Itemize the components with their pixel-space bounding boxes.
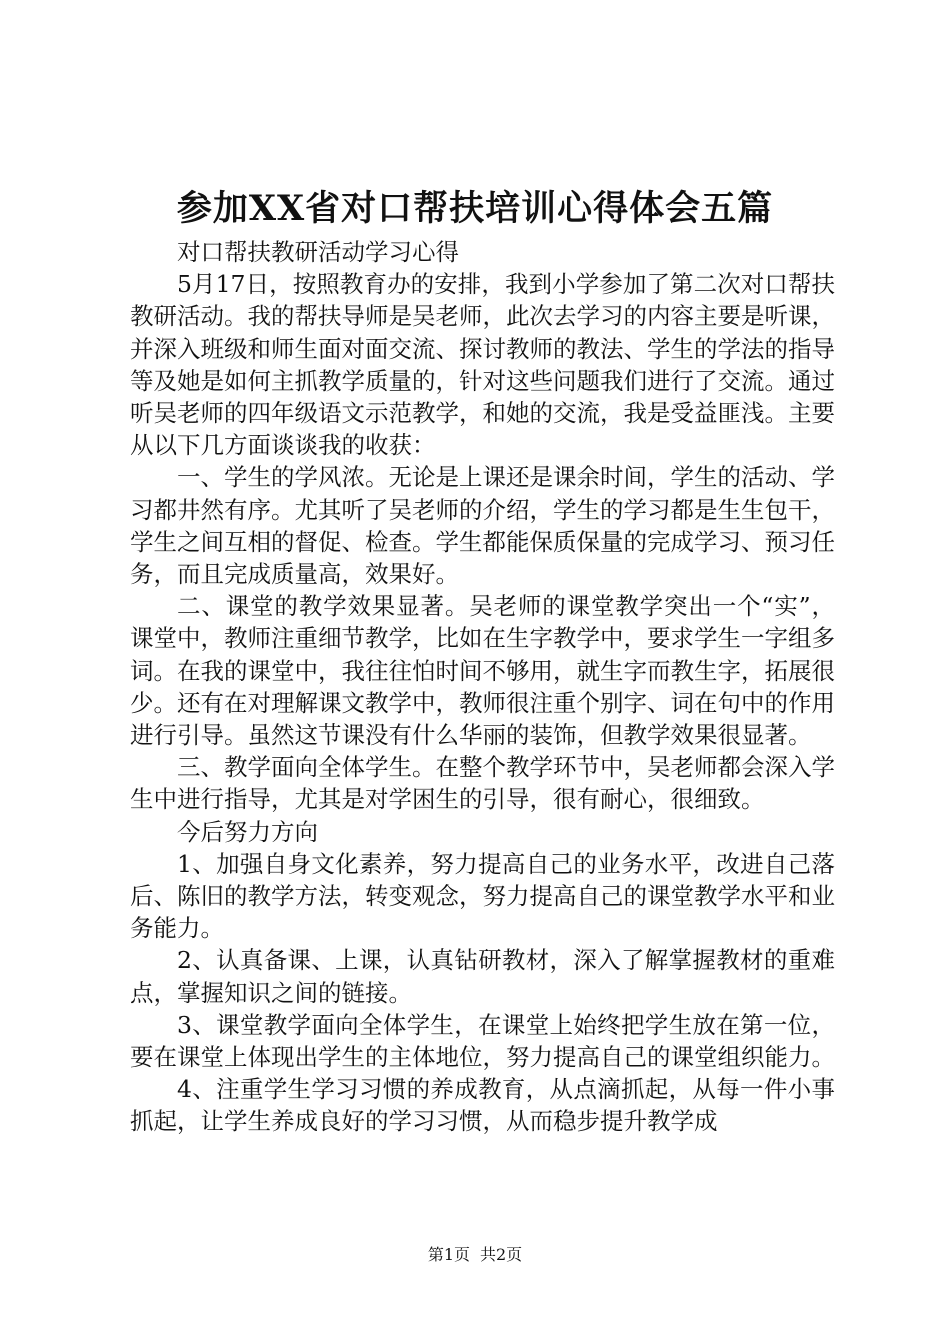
paragraph: 一、学生的学风浓。无论是上课还是课余时间，学生的活动、学习都井然有序。尤其听了吴老师的介绍，学生的学习都是生生包干，学生之间互相的督促、检查。学生都能保质保量的完成学习、预习任务，而且完成质量高，效果好。: [130, 463, 835, 589]
list-item: 4、注重学生学习习惯的养成教育，从点滴抓起，从每一件小事抓起，让学生养成良好的学习习惯，从而稳步提升教学成: [130, 1075, 835, 1136]
paragraph: 三、教学面向全体学生。在整个教学环节中，吴老师都会深入学生中进行指导，尤其是对学困生的引导，很有耐心，很细致。: [130, 753, 835, 814]
list-item: 1、加强自身文化素养，努力提高自己的业务水平，改进自己落后、陈旧的教学方法，转变观念，努力提高自己的课堂教学水平和业务能力。: [130, 849, 835, 943]
page-number: 第1页: [427, 1245, 470, 1264]
section-heading: 对口帮扶教研活动学习心得: [177, 238, 459, 266]
section-heading: 今后努力方向: [177, 817, 318, 846]
document-title: 参加XX省对口帮扶培训心得体会五篇: [176, 188, 774, 229]
document-body: [130, 236, 835, 1138]
list-item: 3、课堂教学面向全体学生，在课堂上始终把学生放在第一位，要在课堂上体现出学生的主体地位，努力提高自己的课堂组织能力。: [130, 1010, 835, 1072]
paragraph: 二、课堂的教学效果显著。吴老师的课堂教学突出一个“实”，课堂中，教师注重细节教学，比如在生字教学中，要求学生一字组多词。在我的课堂中，我往往怕时间不够用，就生字而教生字，拓展很少。还有在对理解课文教学中，教师很注重个别字、词在句中的作用进行引导。虽然这节课没有什么华丽的装饰，但教学效果很显著。: [130, 592, 835, 750]
page-total: 共2页: [480, 1245, 523, 1264]
page-footer: [0, 1244, 950, 1266]
list-item: 2、认真备课、上课，认真钻研教材，深入了解掌握教材的重难点，掌握知识之间的链接。: [130, 946, 835, 1007]
paragraph: 5月17日，按照教育办的安排，我到小学参加了第二次对口帮扶教研活动。我的帮扶导师是吴老师，此次去学习的内容主要是听课，并深入班级和师生面对面交流、探讨教师的教法、学生的学法的指导等及她是如何主抓教学质量的，针对这些问题我们进行了交流。通过听吴老师的四年级语文示范教学，和她的交流，我是受益匪浅。主要从以下几方面谈谈我的收获：: [130, 270, 835, 460]
